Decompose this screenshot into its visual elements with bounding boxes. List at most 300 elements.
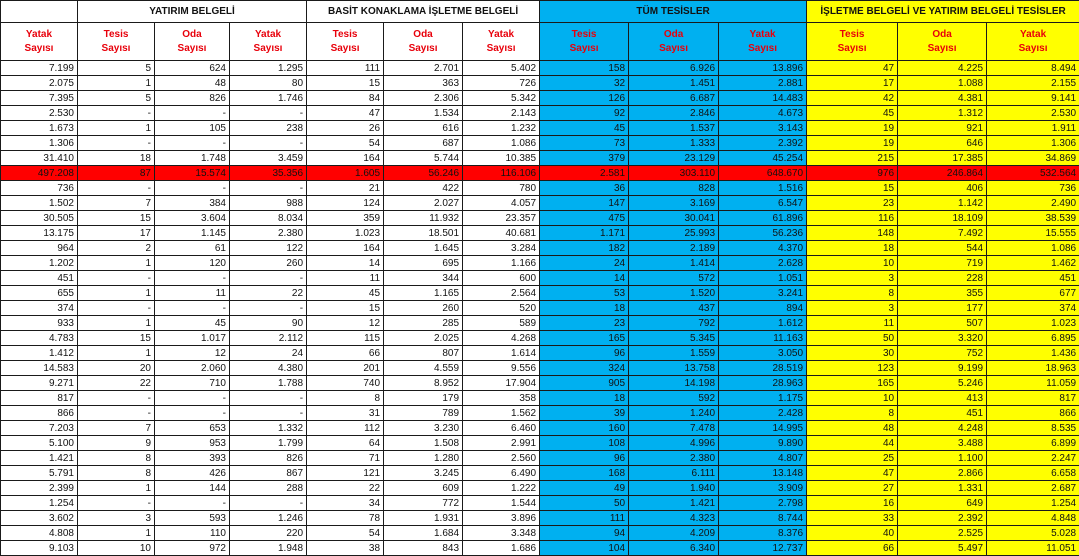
table-cell: 4.057 (463, 196, 540, 211)
table-cell: 2.881 (719, 76, 807, 91)
table-cell: 451 (1, 271, 78, 286)
table-cell: - (155, 391, 230, 406)
table-cell: 1.017 (155, 331, 230, 346)
table-cell: 116.106 (463, 166, 540, 181)
table-cell: 3 (807, 271, 898, 286)
table-cell: 1.931 (384, 511, 463, 526)
table-cell: 8.034 (230, 211, 307, 226)
table-cell: - (155, 106, 230, 121)
table-cell: 123 (807, 361, 898, 376)
table-cell: 4.323 (629, 511, 719, 526)
table-cell: - (230, 301, 307, 316)
table-cell: 1.332 (230, 421, 307, 436)
table-cell: 12 (307, 316, 384, 331)
table-cell: 31 (307, 406, 384, 421)
table-cell: 21 (307, 181, 384, 196)
table-cell: 1.537 (629, 121, 719, 136)
table-cell: 48 (807, 421, 898, 436)
table-cell: 2.027 (384, 196, 463, 211)
table-cell: 92 (540, 106, 629, 121)
table-cell: 8 (307, 391, 384, 406)
table-cell: 25 (807, 451, 898, 466)
column-header-line1: Tesis (104, 29, 129, 40)
table-row (1, 106, 1079, 121)
table-cell: 13.758 (629, 361, 719, 376)
table-cell: 14.483 (719, 91, 807, 106)
column-header (463, 23, 540, 61)
table-cell: 7.395 (1, 91, 78, 106)
table-cell: 44 (807, 436, 898, 451)
table-cell: 45.254 (719, 151, 807, 166)
table-cell: - (155, 271, 230, 286)
table-cell: 3.241 (719, 286, 807, 301)
table-cell: 18 (807, 241, 898, 256)
table-cell: - (230, 106, 307, 121)
table-cell: 3 (78, 511, 155, 526)
table-cell: 972 (155, 541, 230, 556)
table-cell: 2.075 (1, 76, 78, 91)
table-cell: 8 (807, 286, 898, 301)
table-cell: 2.525 (898, 526, 987, 541)
table-cell: - (78, 391, 155, 406)
table-cell: 28.963 (719, 376, 807, 391)
column-header-line2: Sayısı (409, 43, 438, 54)
table-cell: 2.143 (463, 106, 540, 121)
table-cell: 3 (807, 301, 898, 316)
table-row (1, 301, 1079, 316)
table-cell: 47 (807, 61, 898, 76)
table-row (1, 346, 1079, 361)
column-header-line1: Tesis (572, 29, 597, 40)
sub-header-row (1, 23, 1079, 61)
table-cell: 1 (78, 256, 155, 271)
table-cell: 54 (307, 136, 384, 151)
group-header-isletme-yatirim: İŞLETME BELGELİ VE YATIRIM BELGELİ TESİSLER (807, 1, 1079, 23)
table-cell: 677 (987, 286, 1079, 301)
table-cell: 42 (807, 91, 898, 106)
table-cell: 772 (384, 496, 463, 511)
table-cell: 5.791 (1, 466, 78, 481)
table-cell: 80 (230, 76, 307, 91)
table-cell: 24 (540, 256, 629, 271)
table-cell: 11 (155, 286, 230, 301)
table-cell: 7.203 (1, 421, 78, 436)
table-cell: 45 (807, 106, 898, 121)
column-header-line1: Tesis (840, 29, 865, 40)
table-cell: 592 (629, 391, 719, 406)
table-cell: 164 (307, 241, 384, 256)
table-cell: 1.559 (629, 346, 719, 361)
table-row (1, 511, 1079, 526)
table-cell: 2.306 (384, 91, 463, 106)
table-cell: 817 (987, 391, 1079, 406)
table-cell: - (155, 301, 230, 316)
table-cell: 6.658 (987, 466, 1079, 481)
table-row (1, 436, 1079, 451)
table-body (1, 61, 1079, 556)
column-header-line2: Sayısı (1019, 43, 1048, 54)
table-cell: 8 (807, 406, 898, 421)
table-cell: 9.890 (719, 436, 807, 451)
table-cell: 18 (540, 301, 629, 316)
table-cell: 1 (78, 526, 155, 541)
table-cell: 740 (307, 376, 384, 391)
table-cell: 4.248 (898, 421, 987, 436)
table-cell: 45 (307, 286, 384, 301)
table-row (1, 451, 1079, 466)
table-cell: 2.428 (719, 406, 807, 421)
table-cell: 1.605 (307, 166, 384, 181)
table-cell: 2.247 (987, 451, 1079, 466)
table-cell: 1.516 (719, 181, 807, 196)
table-cell: 14 (307, 256, 384, 271)
table-cell: 4.673 (719, 106, 807, 121)
table-row (1, 406, 1079, 421)
table-cell: 736 (1, 181, 78, 196)
table-cell: 964 (1, 241, 78, 256)
table-cell: 3.488 (898, 436, 987, 451)
table-cell: 5.497 (898, 541, 987, 556)
table-cell: 1.612 (719, 316, 807, 331)
table-cell: 1.254 (987, 496, 1079, 511)
table-cell: 33 (807, 511, 898, 526)
table-cell: 828 (629, 181, 719, 196)
table-cell: 147 (540, 196, 629, 211)
table-cell: 1.684 (384, 526, 463, 541)
table-cell: 23 (807, 196, 898, 211)
table-cell: 96 (540, 346, 629, 361)
table-row (1, 241, 1079, 256)
table-cell: 5.342 (463, 91, 540, 106)
column-header (307, 23, 384, 61)
table-cell: 7 (78, 196, 155, 211)
table-cell: 2 (78, 241, 155, 256)
table-cell: 19 (807, 121, 898, 136)
table-cell: 1.333 (629, 136, 719, 151)
table-cell: - (78, 271, 155, 286)
table-cell: 3.602 (1, 511, 78, 526)
table-cell: 3.143 (719, 121, 807, 136)
table-cell: 160 (540, 421, 629, 436)
table-cell: 3.230 (384, 421, 463, 436)
table-cell: 38 (307, 541, 384, 556)
table-cell: 48 (155, 76, 230, 91)
table-cell: 826 (230, 451, 307, 466)
table-cell: 144 (155, 481, 230, 496)
table-row (1, 496, 1079, 511)
group-header-blank (1, 1, 78, 23)
table-cell: 1.240 (629, 406, 719, 421)
table-cell: 2.380 (230, 226, 307, 241)
column-header-line2: Sayısı (254, 43, 283, 54)
table-cell: 2.530 (987, 106, 1079, 121)
table-cell: 27 (807, 481, 898, 496)
table-cell: 1.232 (463, 121, 540, 136)
table-cell: 792 (629, 316, 719, 331)
table-cell: 988 (230, 196, 307, 211)
table-cell: 374 (1, 301, 78, 316)
table-cell: 687 (384, 136, 463, 151)
table-cell: 3.169 (629, 196, 719, 211)
table-cell: - (230, 271, 307, 286)
table-cell: 260 (384, 301, 463, 316)
table-cell: 14.198 (629, 376, 719, 391)
table-cell: 2.025 (384, 331, 463, 346)
table-cell: 96 (540, 451, 629, 466)
table-cell: 3.348 (463, 526, 540, 541)
table-cell: 649 (898, 496, 987, 511)
table-cell: 905 (540, 376, 629, 391)
table-cell: 23 (540, 316, 629, 331)
table-cell: 3.050 (719, 346, 807, 361)
table-cell: 13.175 (1, 226, 78, 241)
table-cell: 1.295 (230, 61, 307, 76)
table-cell: 1.088 (898, 76, 987, 91)
column-header (719, 23, 807, 61)
table-cell: 2.530 (1, 106, 78, 121)
table-cell: 5.402 (463, 61, 540, 76)
table-cell: 475 (540, 211, 629, 226)
table-cell: 246.864 (898, 166, 987, 181)
table-cell: 1 (78, 481, 155, 496)
table-cell: 94 (540, 526, 629, 541)
table-cell: 710 (155, 376, 230, 391)
table-cell: 303.110 (629, 166, 719, 181)
table-cell: 112 (307, 421, 384, 436)
table-cell: 8.494 (987, 61, 1079, 76)
group-header-yatirim: YATIRIM BELGELİ (78, 1, 307, 23)
table-cell: 9.271 (1, 376, 78, 391)
column-header-line2: Sayısı (178, 43, 207, 54)
table-cell: 1.331 (898, 481, 987, 496)
table-cell: 1.175 (719, 391, 807, 406)
table-cell: 1.520 (629, 286, 719, 301)
table-cell: 23.357 (463, 211, 540, 226)
table-cell: 64 (307, 436, 384, 451)
table-cell: 73 (540, 136, 629, 151)
table-cell: 1.414 (629, 256, 719, 271)
group-header-tum: TÜM TESİSLER (540, 1, 807, 23)
table-cell: - (230, 496, 307, 511)
table-cell: 817 (1, 391, 78, 406)
column-header-line2: Sayısı (25, 43, 54, 54)
table-cell: 15 (78, 331, 155, 346)
table-cell: 30 (807, 346, 898, 361)
table-cell: 14 (540, 271, 629, 286)
table-cell: 111 (307, 61, 384, 76)
table-cell: 2.399 (1, 481, 78, 496)
table-cell: 780 (463, 181, 540, 196)
table-cell: 572 (629, 271, 719, 286)
table-cell: 17.904 (463, 376, 540, 391)
table-row (1, 466, 1079, 481)
column-header (898, 23, 987, 61)
table-cell: 11.163 (719, 331, 807, 346)
table-cell: 15 (307, 301, 384, 316)
table-cell: 10 (807, 391, 898, 406)
table-cell: 653 (155, 421, 230, 436)
table-cell: - (155, 181, 230, 196)
table-cell: 1.421 (1, 451, 78, 466)
table-cell: 22 (78, 376, 155, 391)
table-cell: 752 (898, 346, 987, 361)
table-cell: 124 (307, 196, 384, 211)
table-cell: 45 (155, 316, 230, 331)
table-cell: 1.748 (155, 151, 230, 166)
table-cell: 1.544 (463, 496, 540, 511)
table-cell: 655 (1, 286, 78, 301)
table-cell: 45 (540, 121, 629, 136)
table-cell: 2.392 (719, 136, 807, 151)
table-cell: 451 (898, 406, 987, 421)
table-cell: 1.686 (463, 541, 540, 556)
table-row (1, 481, 1079, 496)
table-cell: 11 (307, 271, 384, 286)
column-header-line1: Tesis (333, 29, 358, 40)
column-header (987, 23, 1079, 61)
table-cell: 1.171 (540, 226, 629, 241)
table-cell: 5.345 (629, 331, 719, 346)
table-cell: 1.436 (987, 346, 1079, 361)
table-row (1, 421, 1079, 436)
table-row (1, 136, 1079, 151)
table-cell: 2.155 (987, 76, 1079, 91)
table-cell: 1.940 (629, 481, 719, 496)
table-cell: 49 (540, 481, 629, 496)
table-cell: 25.993 (629, 226, 719, 241)
table-cell: 66 (807, 541, 898, 556)
table-cell: 5.100 (1, 436, 78, 451)
table-row (1, 211, 1079, 226)
column-header-line2: Sayısı (928, 43, 957, 54)
table-cell: 24 (230, 346, 307, 361)
table-cell: 111 (540, 511, 629, 526)
table-cell: 393 (155, 451, 230, 466)
table-cell: 104 (540, 541, 629, 556)
column-header (629, 23, 719, 61)
total-row (1, 166, 1079, 181)
table-cell: 1.462 (987, 256, 1079, 271)
table-cell: 115 (307, 331, 384, 346)
table-cell: 2.687 (987, 481, 1079, 496)
table-cell: 933 (1, 316, 78, 331)
table-row (1, 391, 1079, 406)
table-row (1, 121, 1079, 136)
column-header-line2: Sayısı (570, 43, 599, 54)
table-cell: 8 (78, 451, 155, 466)
table-cell: 23.129 (629, 151, 719, 166)
table-cell: 695 (384, 256, 463, 271)
table-cell: 90 (230, 316, 307, 331)
table-cell: - (155, 136, 230, 151)
table-cell: 2.560 (463, 451, 540, 466)
table-cell: 451 (987, 271, 1079, 286)
table-cell: 1.202 (1, 256, 78, 271)
table-cell: 1.788 (230, 376, 307, 391)
table-cell: - (78, 181, 155, 196)
table-cell: 4.370 (719, 241, 807, 256)
table-cell: - (78, 496, 155, 511)
table-cell: 1 (78, 76, 155, 91)
table-row (1, 541, 1079, 556)
table-cell: 18.109 (898, 211, 987, 226)
table-cell: 34 (307, 496, 384, 511)
table-cell: 2.866 (898, 466, 987, 481)
table-cell: 50 (540, 496, 629, 511)
table-cell: 87 (78, 166, 155, 181)
table-cell: 1.534 (384, 106, 463, 121)
table-cell: 1.280 (384, 451, 463, 466)
column-header (230, 23, 307, 61)
table-cell: 220 (230, 526, 307, 541)
table-cell: 2.991 (463, 436, 540, 451)
table-cell: 1.312 (898, 106, 987, 121)
table-row (1, 376, 1079, 391)
group-header-basit: BASİT KONAKLAMA İŞLETME BELGELİ (307, 1, 540, 23)
table-cell: 18.963 (987, 361, 1079, 376)
table-cell: 4.209 (629, 526, 719, 541)
table-cell: 1.086 (987, 241, 1079, 256)
table-cell: 2.189 (629, 241, 719, 256)
table-cell: 11.932 (384, 211, 463, 226)
table-cell: 7.478 (629, 421, 719, 436)
table-cell: 9.103 (1, 541, 78, 556)
table-cell: 61.896 (719, 211, 807, 226)
column-header (78, 23, 155, 61)
table-cell: 3.245 (384, 466, 463, 481)
table-cell: 5.246 (898, 376, 987, 391)
table-cell: 1.254 (1, 496, 78, 511)
table-cell: 532.564 (987, 166, 1079, 181)
table-cell: - (78, 301, 155, 316)
table-row (1, 526, 1079, 541)
table-cell: 17 (807, 76, 898, 91)
table-cell: 8.535 (987, 421, 1079, 436)
table-cell: 7.492 (898, 226, 987, 241)
table-cell: 2.701 (384, 61, 463, 76)
table-cell: 497.208 (1, 166, 78, 181)
table-row (1, 361, 1079, 376)
table-cell: 6.687 (629, 91, 719, 106)
table-cell: 609 (384, 481, 463, 496)
table-cell: 6.490 (463, 466, 540, 481)
table-cell: 11 (807, 316, 898, 331)
table-cell: 228 (898, 271, 987, 286)
column-header-line1: Oda (182, 29, 201, 40)
table-cell: - (230, 136, 307, 151)
table-cell: 12 (155, 346, 230, 361)
table-cell: 976 (807, 166, 898, 181)
table-row (1, 61, 1079, 76)
table-cell: 71 (307, 451, 384, 466)
table-cell: 4.808 (1, 526, 78, 541)
table-cell: 2.628 (719, 256, 807, 271)
table-cell: 14.583 (1, 361, 78, 376)
table-cell: 47 (807, 466, 898, 481)
table-cell: 9.556 (463, 361, 540, 376)
table-cell: 646 (898, 136, 987, 151)
table-cell: 4.559 (384, 361, 463, 376)
table-cell: 624 (155, 61, 230, 76)
table-cell: 2.490 (987, 196, 1079, 211)
table-cell: - (78, 106, 155, 121)
table-cell: 122 (230, 241, 307, 256)
table-cell: 4.848 (987, 511, 1079, 526)
table-cell: 9.199 (898, 361, 987, 376)
table-cell: 4.996 (629, 436, 719, 451)
table-cell: 201 (307, 361, 384, 376)
table-cell: 1.051 (719, 271, 807, 286)
